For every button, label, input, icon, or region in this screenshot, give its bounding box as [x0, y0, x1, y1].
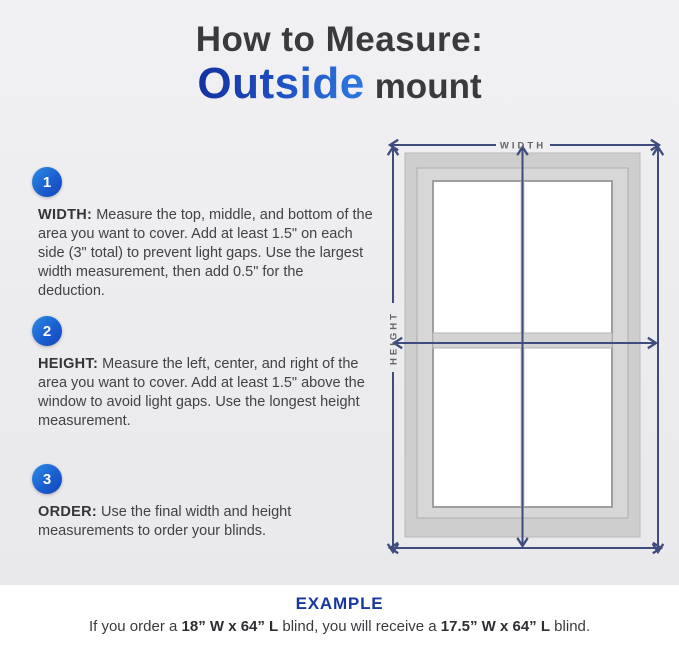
window-diagram-svg	[380, 130, 675, 595]
width-label: WIDTH	[499, 140, 547, 152]
instruction-steps	[38, 167, 374, 556]
step-3-body: Use the final width and height measurements to order your blinds.	[38, 504, 292, 539]
step-1-body: Measure the top, middle, and bottom of the area you want to cover. Add at least 1.5" on each side (3" total) to prevent light gaps. Use the largest width measurement, then add 0.5" for the deduction.	[38, 207, 373, 299]
page-subtitle	[0, 58, 679, 108]
step-3-label: ORDER:	[38, 504, 97, 520]
step-2-label: HEIGHT:	[38, 356, 99, 372]
example-suffix: blind.	[550, 617, 591, 635]
page-title: How to Measure:	[195, 20, 484, 59]
example-section	[0, 595, 679, 651]
mount-type-suffix: mount	[374, 66, 482, 106]
mount-type-highlight: Outside	[197, 58, 365, 108]
step-2-description	[38, 355, 374, 431]
step-3-description	[38, 503, 374, 541]
example-order-size: 18” W x 64” L	[181, 617, 279, 635]
example-body	[0, 618, 679, 636]
example-receive-size: 17.5” W x 64” L	[440, 617, 551, 635]
page-header	[0, 22, 679, 106]
window-measure-diagram	[380, 130, 675, 600]
step-2-number-badge: 2	[32, 316, 62, 346]
height-label: HEIGHT	[388, 311, 400, 365]
step-1-label: WIDTH:	[38, 207, 93, 223]
step-2-body: Measure the left, center, and right of the area you want to cover. Add at least 1.5" above the window to avoid light gaps. Use the longest height measurement.	[38, 356, 365, 429]
step-3-number-badge: 3	[32, 464, 62, 494]
example-middle: blind, you will receive a	[278, 617, 441, 635]
example-prefix: If you order a	[88, 617, 182, 635]
step-1-description	[38, 206, 374, 301]
step-2	[38, 316, 374, 431]
step-3	[38, 464, 374, 541]
step-1	[38, 167, 374, 301]
example-heading: EXAMPLE	[295, 594, 384, 613]
step-1-number-badge: 1	[32, 167, 62, 197]
